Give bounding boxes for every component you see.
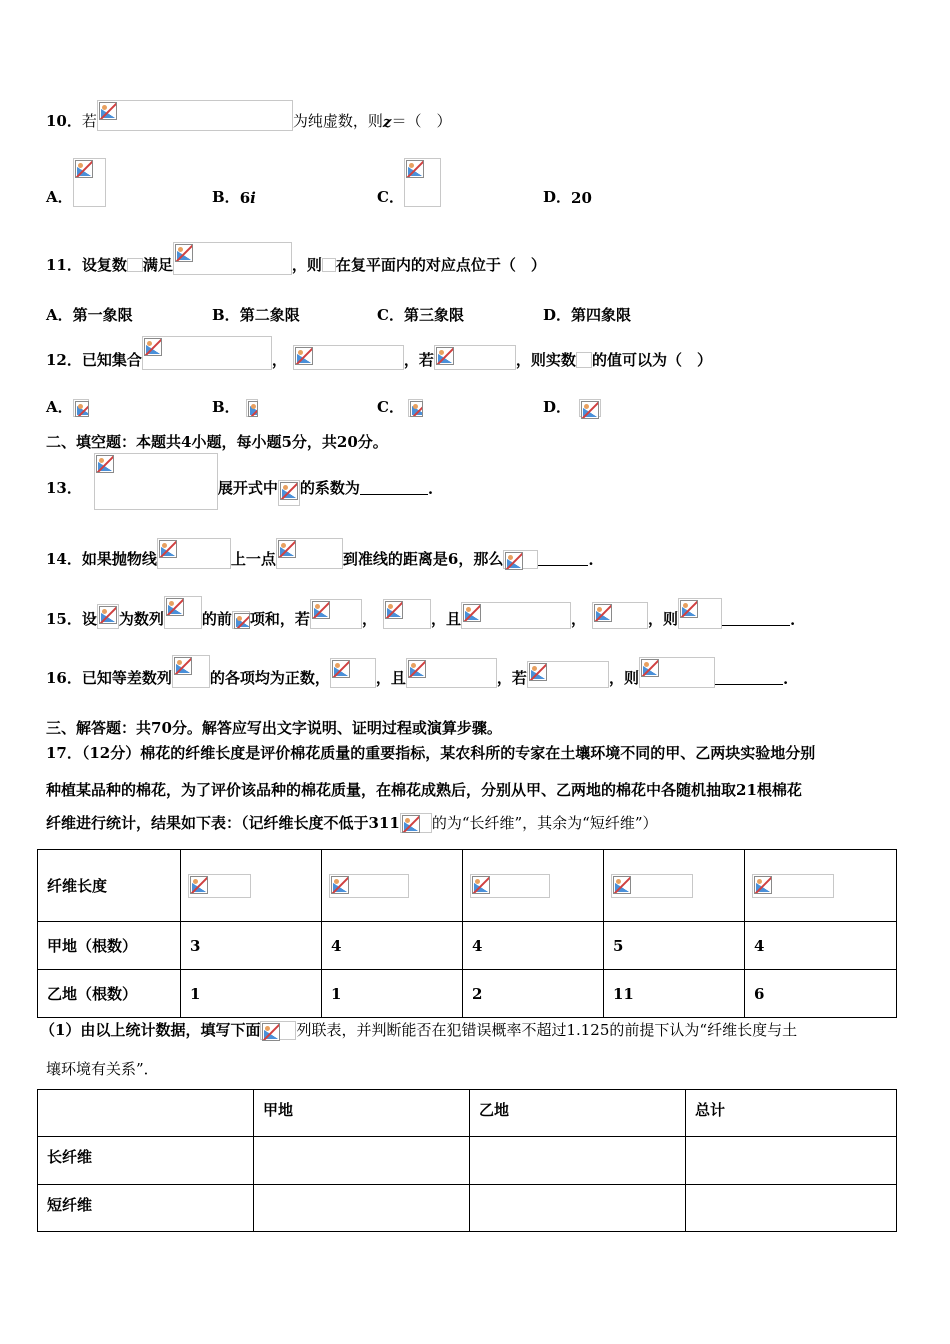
table-header-cell: 甲地 bbox=[254, 1090, 470, 1137]
formula-image bbox=[579, 399, 601, 417]
formula-image bbox=[400, 813, 432, 833]
broken-image-icon bbox=[436, 347, 454, 365]
option-label: B． bbox=[212, 188, 240, 206]
answer-cell[interactable] bbox=[470, 1137, 686, 1185]
formula-image bbox=[434, 345, 516, 370]
option-text: 第二象限 bbox=[239, 306, 300, 324]
formula-image bbox=[310, 599, 362, 629]
broken-image-icon bbox=[159, 540, 177, 558]
formula-image bbox=[611, 874, 693, 898]
table-header-cell bbox=[745, 850, 897, 922]
q11-option-c[interactable]: C． 第三象限 bbox=[377, 306, 464, 324]
broken-image-icon bbox=[332, 660, 350, 678]
table-header-cell: 纤维长度 bbox=[38, 850, 181, 922]
q15-text: ， bbox=[361, 610, 377, 628]
table-cell: 4 bbox=[463, 922, 604, 970]
row-label: 甲地（根数） bbox=[38, 922, 181, 970]
option-label: C． bbox=[377, 188, 404, 206]
q10-tail: ＝（ ） bbox=[391, 112, 452, 130]
table-cell: 6 bbox=[745, 970, 897, 1018]
broken-image-icon bbox=[505, 552, 523, 570]
q17-text: 列联表，并判断能否在犯错误概率不超过1.125的前提下认为“纤维长度与土 bbox=[296, 1021, 798, 1039]
q16-number: 16． bbox=[46, 669, 82, 687]
broken-image-icon bbox=[75, 160, 93, 178]
q11-text: 在复平面内的对应点位于（ ） bbox=[335, 256, 546, 274]
q14-number: 14． bbox=[46, 550, 82, 568]
q15-end: . bbox=[790, 611, 796, 629]
formula-image bbox=[97, 604, 119, 629]
q15-text: ，且 bbox=[430, 610, 461, 628]
question-16 bbox=[46, 655, 788, 688]
broken-image-icon bbox=[280, 482, 298, 500]
q13-end: . bbox=[427, 480, 434, 498]
q11-number: 11． bbox=[46, 256, 82, 274]
table-row bbox=[38, 1137, 897, 1185]
q17-line-2: 种植某品种的棉花，为了评价该品种的棉花质量，在棉花成熟后，分别从甲、乙两地的棉花中各随机抽取21根棉花 bbox=[46, 781, 802, 799]
section-2-heading: 二、填空题：本题共4小题，每小题5分，共20分。 bbox=[46, 433, 388, 451]
q10-number: 10． bbox=[46, 112, 82, 130]
answer-blank[interactable] bbox=[360, 493, 428, 495]
formula-image bbox=[293, 345, 404, 370]
option-label: A． bbox=[46, 188, 73, 206]
q12-option-d[interactable]: D． bbox=[543, 396, 601, 417]
formula-image bbox=[260, 1021, 296, 1040]
broken-image-icon bbox=[175, 244, 193, 262]
answer-cell[interactable] bbox=[686, 1137, 897, 1185]
broken-image-icon bbox=[463, 604, 481, 622]
broken-image-icon bbox=[312, 601, 330, 619]
q10-text: 为纯虚数，则 bbox=[292, 112, 383, 130]
formula-image bbox=[678, 598, 722, 629]
broken-image-icon bbox=[96, 455, 114, 473]
question-11 bbox=[46, 242, 546, 275]
q12-text: 的值可以为（ ） bbox=[591, 351, 712, 369]
question-14 bbox=[46, 538, 594, 569]
table-header-cell bbox=[463, 850, 604, 922]
q17-text: （1）由以上统计数据，填写下面 bbox=[40, 1021, 261, 1039]
formula-image bbox=[404, 158, 441, 207]
formula-image bbox=[127, 258, 143, 272]
broken-image-icon bbox=[331, 876, 349, 894]
formula-image bbox=[322, 258, 336, 272]
option-variable: i bbox=[250, 189, 256, 207]
question-15 bbox=[46, 596, 795, 629]
formula-image bbox=[173, 242, 292, 275]
broken-image-icon bbox=[402, 815, 420, 833]
q14-text: 上一点 bbox=[230, 550, 276, 568]
table-row bbox=[38, 1090, 897, 1137]
fiber-length-table bbox=[37, 849, 897, 1018]
broken-image-icon bbox=[529, 663, 547, 681]
broken-image-icon bbox=[166, 598, 184, 616]
answer-blank[interactable] bbox=[538, 564, 588, 566]
broken-image-icon bbox=[408, 660, 426, 678]
q11-option-d[interactable]: D． 第四象限 bbox=[543, 306, 632, 324]
table-cell: 4 bbox=[322, 922, 463, 970]
broken-image-icon bbox=[680, 600, 698, 618]
formula-image bbox=[752, 874, 834, 898]
q12-option-b[interactable]: B． bbox=[212, 396, 258, 417]
q10-prefix: 若 bbox=[81, 112, 97, 130]
q16-text: ，若 bbox=[496, 669, 527, 687]
option-text: 第一象限 bbox=[72, 306, 133, 324]
option-text: 第三象限 bbox=[403, 306, 464, 324]
formula-image bbox=[503, 550, 538, 569]
table-cell: 1 bbox=[181, 970, 322, 1018]
q16-text: 的各项均为正数， bbox=[209, 669, 330, 687]
q15-text: 项和，若 bbox=[249, 610, 310, 628]
broken-image-icon bbox=[262, 1023, 280, 1041]
formula-image bbox=[142, 336, 272, 370]
broken-image-icon bbox=[406, 160, 424, 178]
formula-image bbox=[164, 596, 202, 629]
q15-text: 设 bbox=[81, 610, 97, 628]
q15-text: 的前 bbox=[201, 610, 232, 628]
answer-cell[interactable] bbox=[254, 1137, 470, 1185]
table-header-cell: 乙地 bbox=[470, 1090, 686, 1137]
formula-image bbox=[73, 399, 89, 417]
q12-text: 已知集合 bbox=[81, 351, 142, 369]
option-text: 第四象限 bbox=[571, 306, 632, 324]
q11-text: 满足 bbox=[142, 256, 173, 274]
q10-variable: z bbox=[382, 113, 392, 131]
table-header-cell bbox=[181, 850, 322, 922]
table-cell: 3 bbox=[181, 922, 322, 970]
table-cell: 2 bbox=[463, 970, 604, 1018]
formula-image bbox=[639, 657, 715, 688]
q12-number: 12． bbox=[46, 351, 82, 369]
formula-image bbox=[576, 352, 592, 368]
q13-text: 展开式中 bbox=[217, 479, 278, 497]
broken-image-icon bbox=[234, 613, 250, 629]
formula-image bbox=[276, 538, 343, 569]
table-row bbox=[38, 922, 897, 970]
q13-text: 的系数为 bbox=[299, 479, 360, 497]
q16-end: . bbox=[782, 670, 789, 688]
section-3-heading: 三、解答题：共70分。解答应写出文字说明、证明过程或演算步骤。 bbox=[46, 719, 502, 737]
table-cell: 1 bbox=[322, 970, 463, 1018]
formula-image bbox=[329, 874, 409, 898]
q12-text: ，则实数 bbox=[515, 351, 576, 369]
q16-text: 已知等差数列 bbox=[81, 669, 172, 687]
q17-text: 的为“长纤维”，其余为“短纤维”） bbox=[431, 814, 658, 832]
formula-image bbox=[330, 658, 376, 688]
answer-blank[interactable] bbox=[715, 683, 783, 685]
q12-text: ，若 bbox=[403, 351, 434, 369]
q14-end: . bbox=[588, 551, 594, 569]
q15-text: 为数列 bbox=[118, 610, 164, 628]
broken-image-icon bbox=[472, 876, 490, 894]
question-13 bbox=[46, 453, 433, 510]
answer-cell[interactable] bbox=[470, 1185, 686, 1232]
table-row bbox=[38, 1185, 897, 1232]
question-12 bbox=[46, 336, 712, 370]
broken-image-icon bbox=[144, 338, 162, 356]
broken-image-icon bbox=[613, 876, 631, 894]
option-label: D． bbox=[543, 188, 572, 206]
formula-image bbox=[246, 399, 258, 417]
formula-image bbox=[232, 611, 250, 629]
formula-image bbox=[408, 399, 423, 417]
broken-image-icon bbox=[278, 540, 296, 558]
formula-image bbox=[157, 538, 231, 569]
row-label: 短纤维 bbox=[38, 1185, 254, 1232]
q16-text: ，则 bbox=[608, 669, 639, 687]
question-10 bbox=[46, 100, 451, 131]
q14-text: 到准线的距离是6，那么 bbox=[342, 550, 504, 568]
table-cell: 4 bbox=[745, 922, 897, 970]
answer-blank[interactable] bbox=[722, 624, 790, 626]
formula-image bbox=[188, 874, 251, 898]
q11-option-b[interactable]: B． 第二象限 bbox=[212, 306, 300, 324]
q12-text: ， bbox=[271, 351, 287, 369]
q10-option-b[interactable] bbox=[212, 186, 256, 207]
q17-line-1: 17．（12分）棉花的纤维长度是评价棉花质量的重要指标，某农科所的专家在土壤环境不同的甲、乙两块实验地分别 bbox=[46, 744, 816, 762]
q11-text: ，则 bbox=[291, 256, 322, 274]
formula-image bbox=[73, 158, 106, 207]
table-cell: 11 bbox=[604, 970, 745, 1018]
answer-cell[interactable] bbox=[254, 1185, 470, 1232]
q12-option-c[interactable]: C． bbox=[377, 396, 423, 417]
q16-text: ，且 bbox=[375, 669, 406, 687]
q14-text: 如果抛物线 bbox=[81, 550, 157, 568]
table-header-cell bbox=[38, 1090, 254, 1137]
q12-option-a[interactable]: A． bbox=[46, 396, 89, 417]
q11-text: 设复数 bbox=[81, 256, 127, 274]
broken-image-icon bbox=[594, 604, 612, 622]
broken-image-icon bbox=[295, 347, 313, 365]
table-cell: 5 bbox=[604, 922, 745, 970]
formula-image bbox=[461, 602, 571, 629]
q10-option-c[interactable] bbox=[377, 158, 441, 207]
q17-part-1-cont: 壤环境有关系”． bbox=[46, 1060, 159, 1078]
answer-cell[interactable] bbox=[686, 1185, 897, 1232]
formula-image bbox=[527, 661, 609, 688]
formula-image bbox=[97, 100, 293, 131]
broken-image-icon bbox=[174, 657, 192, 675]
q17-text: 纤维进行统计，结果如下表：（记纤维长度不低于311 bbox=[46, 814, 400, 832]
q17-part-1 bbox=[40, 1019, 797, 1040]
contingency-table bbox=[37, 1089, 897, 1232]
table-header-cell bbox=[604, 850, 745, 922]
broken-image-icon bbox=[581, 401, 599, 419]
q10-option-d[interactable] bbox=[543, 186, 592, 207]
q13-number: 13． bbox=[46, 479, 82, 497]
q15-number: 15． bbox=[46, 610, 82, 628]
row-label: 长纤维 bbox=[38, 1137, 254, 1185]
formula-image bbox=[383, 599, 431, 629]
broken-image-icon bbox=[410, 401, 423, 417]
table-row bbox=[38, 970, 897, 1018]
formula-image bbox=[172, 655, 210, 688]
formula-image bbox=[470, 874, 550, 898]
table-header-cell bbox=[322, 850, 463, 922]
broken-image-icon bbox=[754, 876, 772, 894]
formula-image bbox=[278, 480, 300, 506]
broken-image-icon bbox=[75, 401, 89, 417]
q15-text: ， bbox=[570, 610, 586, 628]
broken-image-icon bbox=[99, 606, 117, 624]
q11-option-a[interactable]: A． 第一象限 bbox=[46, 306, 133, 324]
broken-image-icon bbox=[248, 401, 258, 417]
formula-image bbox=[94, 453, 218, 510]
option-text: 20 bbox=[571, 189, 592, 207]
broken-image-icon bbox=[190, 876, 208, 894]
q10-option-a[interactable] bbox=[46, 158, 106, 207]
q17-line-3 bbox=[46, 812, 658, 833]
formula-image bbox=[406, 658, 497, 688]
option-text: 6 bbox=[239, 189, 251, 207]
formula-image bbox=[592, 602, 648, 629]
broken-image-icon bbox=[641, 659, 659, 677]
broken-image-icon bbox=[385, 601, 403, 619]
broken-image-icon bbox=[99, 102, 117, 120]
q15-text: ，则 bbox=[647, 610, 678, 628]
row-label: 乙地（根数） bbox=[38, 970, 181, 1018]
table-header-cell: 总计 bbox=[686, 1090, 897, 1137]
